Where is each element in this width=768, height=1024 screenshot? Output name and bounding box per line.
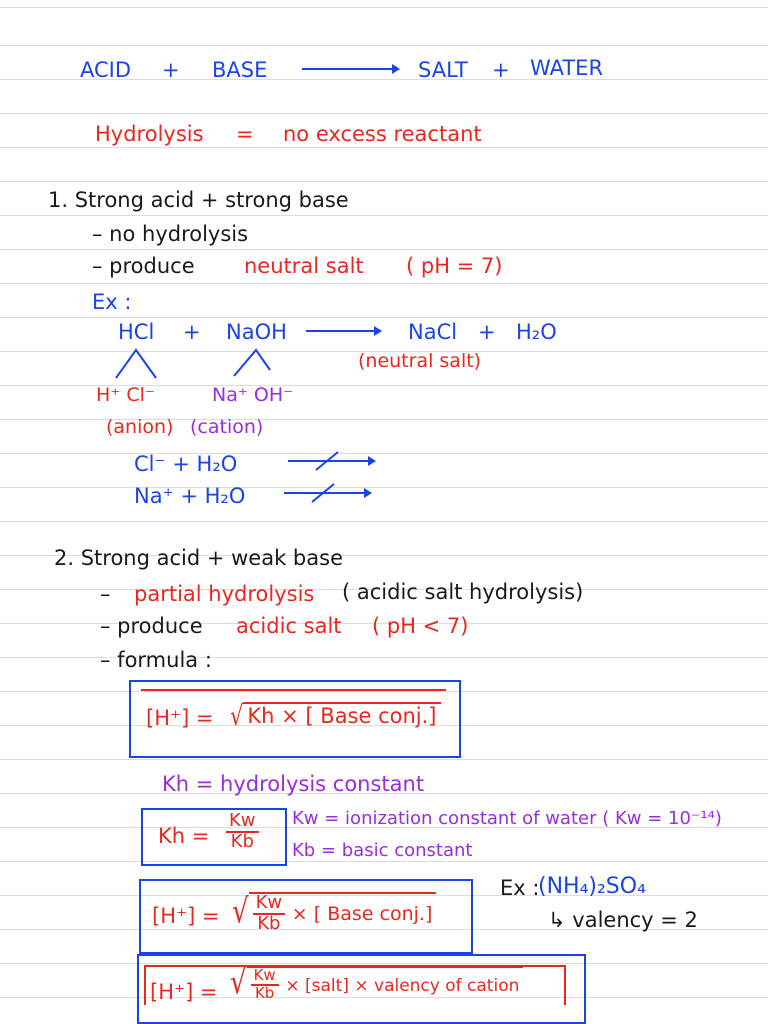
chloride-reaction: Cl⁻ + H₂O <box>134 452 238 476</box>
hcl-ions: H⁺ Cl⁻ <box>96 384 155 406</box>
kh-lhs: Kh = <box>158 824 210 848</box>
anion-label: (anion) <box>106 416 174 438</box>
acid-label: ACID <box>80 58 132 82</box>
section2-point2-highlight: acidic salt <box>236 614 342 638</box>
dissociation-marks <box>110 346 310 380</box>
sodium-reaction: Na⁺ + H₂O <box>134 484 246 508</box>
reaction-arrow <box>300 62 400 76</box>
formula2-numerator: Kw <box>253 894 286 915</box>
equals-sign: = <box>236 122 254 146</box>
formula2-rest: × [ Base conj.] <box>291 902 433 925</box>
valency-note: ↳ valency = 2 <box>548 908 698 932</box>
reactant-hcl: HCl <box>118 320 155 344</box>
kh-definition: Kh = hydrolysis constant <box>162 772 425 796</box>
sqrt-icon: √ <box>230 700 244 732</box>
section2-point1-dash: – <box>100 582 111 606</box>
hydrolysis-term: Hydrolysis <box>95 122 204 146</box>
formula1-radicand: Kh × [ Base conj.] <box>243 702 440 727</box>
hcl-split-mark <box>116 350 156 378</box>
section1-point1: – no hydrolysis <box>92 222 249 246</box>
section2-point1-highlight: partial hydrolysis <box>134 582 315 606</box>
formula3-radical <box>230 963 523 1003</box>
section1-point2-highlight: neutral salt <box>244 254 364 278</box>
kw-definition: Kw = ionization constant of water ( Kw = 10⁻¹⁴) <box>292 808 722 829</box>
reaction-arrow <box>304 324 384 338</box>
formula3-numerator: Kw <box>251 968 279 986</box>
formula3-denominator: Kb <box>254 983 275 1002</box>
hydrolysis-definition: no excess reactant <box>283 122 482 146</box>
formula2-radical <box>232 892 436 934</box>
base-label: BASE <box>212 58 268 82</box>
kb-definition: Kb = basic constant <box>292 840 473 861</box>
kh-fraction <box>226 812 259 852</box>
plus-sign: + <box>492 58 510 82</box>
water-label: WATER <box>530 56 604 80</box>
product-nacl: NaCl <box>408 320 458 344</box>
sqrt-icon: √ <box>230 963 247 1003</box>
plus-sign: + <box>183 320 201 344</box>
formula1-radical <box>230 700 441 732</box>
no-reaction-arrow <box>286 450 378 472</box>
kh-denominator: Kb <box>230 830 254 852</box>
naoh-ions: Na⁺ OH⁻ <box>212 384 294 406</box>
formula1-lhs: [H⁺] = <box>146 706 214 730</box>
example-label: Ex : <box>500 876 540 900</box>
section2-point3: – formula : <box>100 648 212 672</box>
formula1-rule <box>141 689 446 691</box>
formula3-lhs: [H⁺] = <box>150 980 218 1004</box>
naoh-split-mark <box>234 350 270 376</box>
ex-label: Ex : <box>92 290 132 314</box>
section1-point2-ph: ( pH = 7) <box>406 254 503 278</box>
kh-numerator: Kw <box>226 812 259 833</box>
plus-sign: + <box>478 320 496 344</box>
product-water: H₂O <box>516 320 557 344</box>
no-reaction-arrow <box>282 482 374 504</box>
section1-heading: 1. Strong acid + strong base <box>48 188 349 212</box>
section2-heading: 2. Strong acid + weak base <box>54 546 343 570</box>
reactant-naoh: NaOH <box>226 320 287 344</box>
section2-point2-prefix: – produce <box>100 614 203 638</box>
cation-label: (cation) <box>190 416 264 438</box>
section1-point2-prefix: – produce <box>92 254 195 278</box>
example-compound: (NH₄)₂SO₄ <box>538 874 646 899</box>
salt-label: SALT <box>418 58 468 82</box>
formula2-denominator: Kb <box>257 912 281 934</box>
plus-sign: + <box>162 58 180 82</box>
sqrt-icon: √ <box>232 892 249 932</box>
formula2-lhs: [H⁺] = <box>152 904 220 928</box>
formula3-rest: × [salt] × valency of cation <box>285 975 520 996</box>
section2-point2-ph: ( pH < 7) <box>372 614 469 638</box>
neutral-salt-note: (neutral salt) <box>358 350 482 372</box>
section2-point1-note: ( acidic salt hydrolysis) <box>342 580 584 604</box>
